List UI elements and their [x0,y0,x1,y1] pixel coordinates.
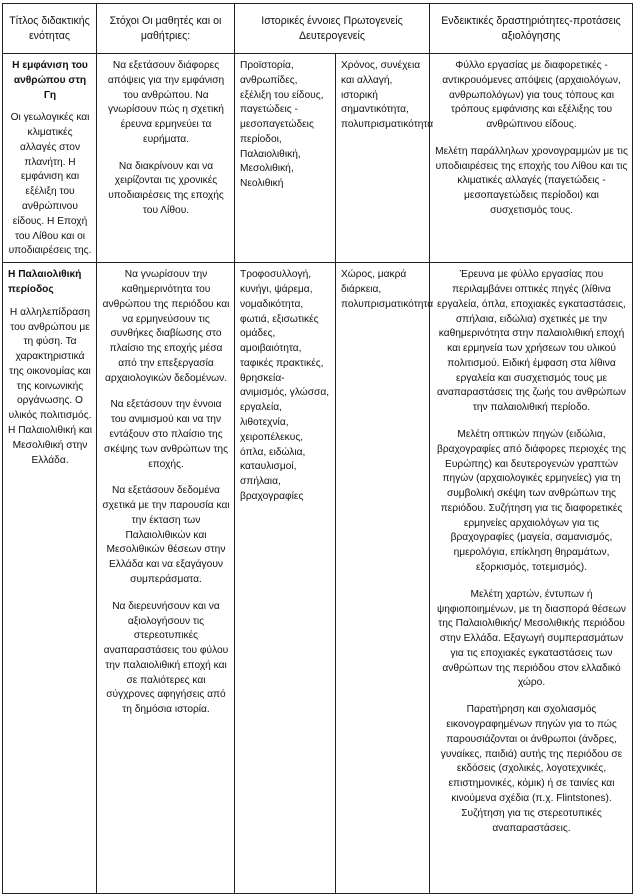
secondary-concepts-cell [336,54,434,263]
goal-item: Να διερευνήσουν και να αξιολογήσουν τις στερεοτυπικές αναπαραστάσεις του φύλου την παλαιολιθική εποχή και σε παλιότερες και σύγχρονες αφηγήσεις από τη δημόσια ιστορία. [103,600,229,716]
header-goals: Στόχοι Οι μαθητές και οι μαθήτριες: [97,4,235,54]
activity-item: Μελέτη παράλληλων χρονογραμμών με τις υποδιαιρέσεις της εποχής του Λίθου και τις κλιματικές αλλαγές (παγετώδεις - μεσοπαγετώδεις περίοδοι) και συσχετισμός τους. [435,145,628,217]
header-activities: Ενδεικτικές δραστηριότητες-προτάσεις αξιολόγησης [430,4,633,54]
primary-concepts: Τροφοσυλλογή, κυνήγι, ψάρεμα, νομαδικότητα, φωτιά, εξισωτικές ομάδες, αμοιβαιότητα, ταφικές πρακτικές, θρησκεία-ανιμισμός, γλώσσα, εργαλεία, λιθοτεχνία, χειροπέλεκυς, όπλα, ειδώλια, καταυλισμοί, σπήλαια, βραχογραφίες [240,269,330,502]
table-row [3,54,633,263]
curriculum-table [2,3,633,894]
activity-item: Μελέτη οπτικών πηγών (ειδώλια, βραχογραφίες από διάφορες περιοχές της Ευρώπης) και δευτερογενών γραπτών πηγών (αρχαιολογικές ερμηνείες) για τη συμβολική σκέψη των ανθρώπων της περιόδου. Συζήτηση για τις διαφορετικές ερμηνείες αρχαιολόγων για τις βραχογραφίες (μαγεία, σαμανισμός, ημερολόγια, επίκληση θηραμάτων, εξορκισμός, τοτεμισμός). [436,428,627,573]
activity-item: Έρευνα με φύλλο εργασίας που περιλαμβάνει οπτικές πηγές (λίθινα εργαλεία, όπλα, εποχιακές εγκαταστάσεις, σπήλαια, ειδώλια) σχετικές με την καθημερινότητα στην παλαιολιθική εποχή και ερμηνεία των χρήσεων του υλικού πολιτισμού. Ειδική έμφαση στα λίθινα εργαλεία και συσχετισμός τους με αναπαραστάσεις της ζωής του ανθρώπων την παλαιολιθική περίοδο. [437,269,626,414]
unit-cell [3,54,97,263]
unit-cell [3,263,97,894]
activities-cell [430,263,633,894]
primary-concepts-cell [235,54,336,263]
activity-item: Φύλλο εργασίας με διαφορετικές - αντικρουόμενες απόψεις (αρχαιολόγων, ανθρωπολόγων) για τους τόπους και τρόπους εμφάνισης και εξέλιξης του ανθρώπινου είδους. [442,60,621,131]
unit-title: Η Παλαιολιθική περίοδος [8,269,82,295]
goal-item: Να εξετάσουν την έννοια του ανιμισμού και να την εντάξουν στο πλαίσιο της σκέψης των ανθρώπων της εποχής. [104,399,228,470]
curriculum-page [2,3,632,861]
secondary-concepts: Χώρος, μακρά διάρκεια, πολυπρισματικότητα [341,269,434,310]
activity-item: Μελέτη χαρτών, έντυπων ή ψηφιοποιημένων, με τη διασπορά θέσεων της Παλαιολιθικής/ Μεσολιθικής περιόδου στην Ελλάδα. Εξαγωγή συμπερασμάτων για τις εποχιακές εγκαταστάσεις των ανθρώπων της περιόδου στον ελλαδικό χώρο. [436,588,627,689]
primary-concepts: Προϊστορία, ανθρωπίδες, εξέλιξη του είδους, παγετώδεις - μεσοπαγετώδεις περίοδοι, Παλαιολιθική, Μεσολιθική, Νεολιθική [240,60,324,190]
unit-description: Οι γεωλογικές και κλιματικές αλλαγές στον πλανήτη. Η εμφάνιση και εξέλιξη του ανθρώπινου είδους. Η Εποχή του Λίθου και οι υποδιαιρέσεις της. [8,112,92,257]
unit-description: Η αλληλεπίδραση του ανθρώπου με τη φύση. Τα χαρακτηριστικά της οικονομίας και της κοινωνικής οργάνωσης. Ο υλικός πολιτισμός. Η Παλαιολιθική και Μεσολιθική στην Ελλάδα. [8,306,92,466]
goals-cell [97,54,235,263]
goal-item: Να γνωρίσουν την καθημερινότητα του ανθρώπου της περιόδου και να ερμηνεύσουν τις συνθήκες διαβίωσης στο πλαίσιο της εποχής μέσα από την επεξεργασία αρχαιολογικών δεδομένων. [102,269,230,384]
goal-item: Να διακρίνουν και να χειρίζονται τις χρονικές υποδιαιρέσεις της εποχής του Λίθου. [108,160,224,217]
header-unit-title: Τίτλος διδακτικής ενότητας [3,4,97,54]
secondary-concepts-cell [336,263,434,894]
goals-cell [97,263,235,894]
header-concepts: Ιστορικές έννοιες Πρωτογενείς Δευτερογενείς [235,4,430,54]
secondary-concepts: Χρόνος, συνέχεια και αλλαγή, ιστορική σημαντικότητα, πολυπρισματικότητα [341,60,434,131]
header-row [3,4,633,54]
activities-cell [430,54,633,263]
goal-item: Να εξετάσουν δεδομένα σχετικά με την παρουσία και την έκταση των Παλαιολιθικών και Μεσολιθικών θέσεων στην Ελλάδα και να εξαγάγουν συμπεράσματα. [102,485,230,585]
unit-title: Η εμφάνιση του ανθρώπου στη Γη [12,60,88,101]
primary-concepts-cell [235,263,336,894]
activity-item: Παρατήρηση και σχολιασμός εικονογραφημένων πηγών για το πώς παρουσιάζονται οι άνθρωποι (άνδρες, γυναίκες, παιδιά) αυτής της περιόδου σε εκδόσεις (σχολικές, λογοτεχνικές, επιστημονικές, κόμικ) ή σε ταινίες και κινούμενα σχέδια (π.χ. Flintstones). Συζήτηση για τις στερεοτυπικές αναπαραστάσεις. [440,704,623,834]
table-row [3,263,633,894]
goal-item: Να εξετάσουν διάφορες απόψεις για την εμφάνιση του ανθρώπου. Να γνωρίσουν πώς η σχετική έρευνα ερμηνεύει τα ευρήματα. [107,60,225,145]
